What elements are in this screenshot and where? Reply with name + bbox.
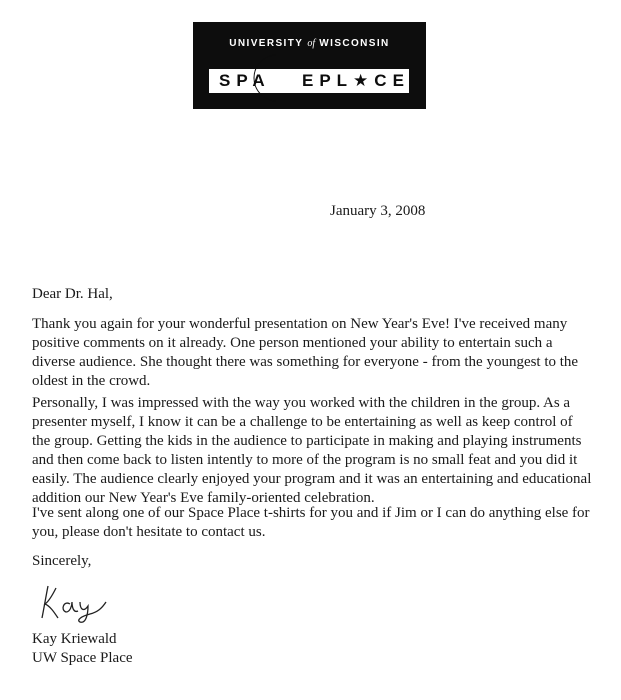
paragraph: Thank you again for your wonderful presentation on New Year's Eve! I've received many positive comments on it already. One person mentioned your ability to entertain such a diverse audience. She thought there was something for everyone - from the youngest to the oldest in the crowd. bbox=[32, 316, 579, 389]
salutation: Dear Dr. Hal, bbox=[32, 286, 113, 302]
space-place-logo bbox=[193, 22, 426, 109]
logo-university: UNIVERSITY bbox=[229, 38, 304, 49]
crescent-moon-icon bbox=[247, 53, 295, 103]
logo-of: of bbox=[307, 38, 316, 49]
logo-word-right: EPL★CE bbox=[302, 71, 410, 90]
logo-state: WISCONSIN bbox=[319, 38, 390, 49]
sender-organization: UW Space Place bbox=[32, 650, 133, 666]
logo-university-line bbox=[193, 38, 426, 49]
letter-date: January 3, 2008 bbox=[330, 203, 426, 219]
handwritten-signature bbox=[36, 580, 126, 624]
closing: Sincerely, bbox=[32, 553, 92, 569]
sender-name: Kay Kriewald bbox=[32, 631, 117, 647]
logo-word-left: SPA bbox=[219, 71, 271, 90]
logo-band bbox=[209, 69, 409, 93]
paragraph: I've sent along one of our Space Place t-shirts for you and if Jim or I can do anything else for you, please don't hesitate to contact us. bbox=[32, 505, 590, 540]
paragraph: Personally, I was impressed with the way you worked with the children in the group. As a presenter myself, I know it can be a challenge to be entertaining as well as keep control of the group. Getting the kids in the audience to participate in making and playing instruments and then come back to listen intently to more of the program is no small feat and you did it easily. The audience clearly enjoyed your program and it was an entertaining and educational addition our New Year's Eve family-oriented celebration. bbox=[32, 395, 592, 506]
